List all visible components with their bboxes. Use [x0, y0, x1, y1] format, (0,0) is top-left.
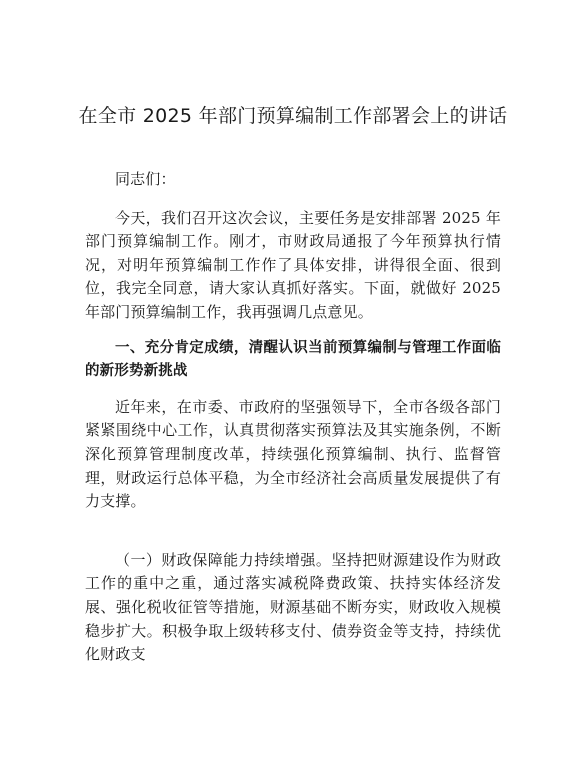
paragraph-intro: 今天，我们召开这次会议，主要任务是安排部署 2025 年部门预算编制工作。刚才，市财政局通报了今年预算执行情况，对明年预算编制工作作了具体安排，讲得很全面、很到位，我完全同意，请大家认真抓好落实。下面，就做好 2025 年部门预算编制工作，我再强调几点意见。 [85, 208, 501, 321]
section-heading-1: 一、充分肯定成绩，清醒认识当前预算编制与管理工作面临的新形势新挑战 [85, 339, 501, 380]
salutation: 同志们： [115, 170, 176, 188]
paragraph-achievements: 近年来，在市委、市政府的坚强领导下，全市各级各部门紧紧围绕中心工作，认真贯彻落实预算法及其实施条例，不断深化预算管理制度改革，持续强化预算编制、执行、监督管理，财政运行总体平稳，为全市经济社会高质量发展提供了有力支撑。 [85, 397, 501, 511]
document-body [85, 168, 501, 679]
document-title: 在全市 2025 年部门预算编制工作部署会上的讲话 [78, 105, 508, 127]
paragraph-subsection-1: （一）财政保障能力持续增强。坚持把财源建设作为财政工作的重中之重，通过落实减税降费政策、扶持实体经济发展、强化税收征管等措施，财源基础不断夯实，财政收入规模稳步扩大。积极争取上级转移支付、债券资金等支持，持续优化财政支 [85, 550, 501, 664]
